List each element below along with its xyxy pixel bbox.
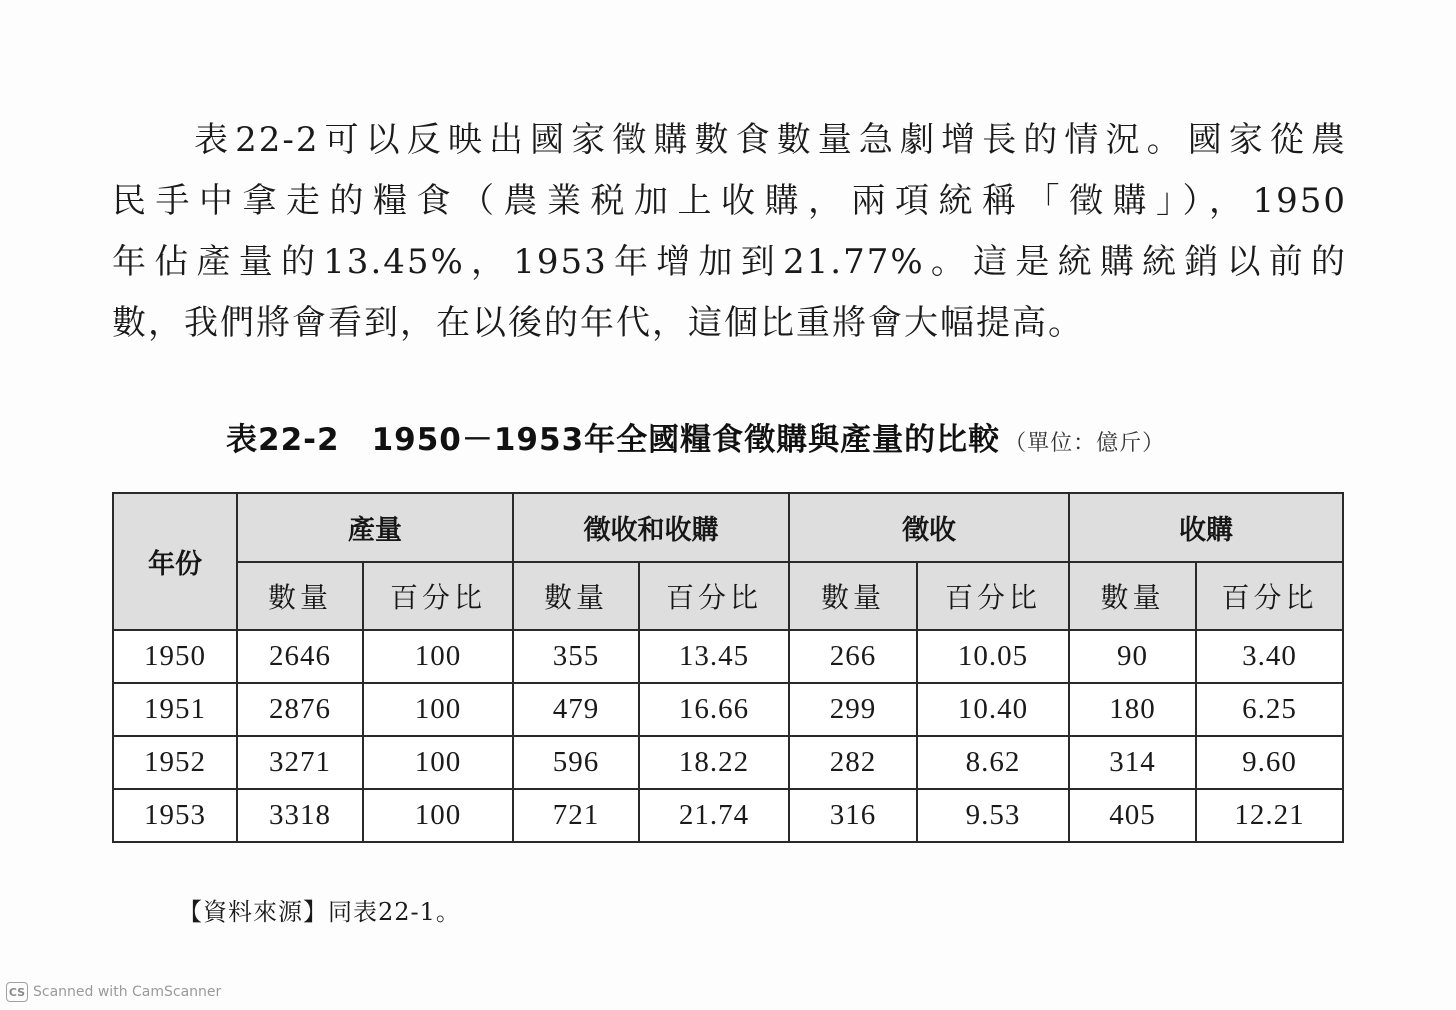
header-group-levy: 徵收 — [789, 493, 1069, 562]
cell-levy-percent: 10.05 — [917, 630, 1069, 683]
cell-levy-quantity: 316 — [789, 789, 917, 842]
cell-levy-purchase-percent: 13.45 — [639, 630, 789, 683]
cell-levy-quantity: 266 — [789, 630, 917, 683]
table-row — [113, 630, 1343, 683]
cell-levy-purchase-quantity: 355 — [513, 630, 639, 683]
scanner-watermark-text: Scanned with CamScanner — [33, 984, 222, 1000]
cell-levy-purchase-quantity: 721 — [513, 789, 639, 842]
header-group-purchase: 收購 — [1069, 493, 1343, 562]
cell-levy-percent: 8.62 — [917, 736, 1069, 789]
header-group-levy-and-purchase: 徵收和收購 — [513, 493, 789, 562]
paragraph-line-4: 數，我們將會看到，在以後的年代，這個比重將會大幅提高。 — [112, 303, 1084, 343]
cell-levy-quantity: 282 — [789, 736, 917, 789]
header-sub-percent: 百分比 — [1196, 562, 1343, 630]
header-row-groups — [113, 493, 1343, 562]
header-sub-percent: 百分比 — [363, 562, 513, 630]
camscanner-logo-icon: CS — [6, 982, 28, 1002]
cell-year: 1953 — [113, 789, 237, 842]
cell-output-percent: 100 — [363, 683, 513, 736]
header-group-output: 產量 — [237, 493, 513, 562]
scanner-watermark — [6, 980, 221, 1004]
cell-purchase-quantity: 90 — [1069, 630, 1196, 683]
cell-purchase-quantity: 405 — [1069, 789, 1196, 842]
cell-output-percent: 100 — [363, 789, 513, 842]
header-sub-percent: 百分比 — [639, 562, 789, 630]
header-sub-quantity: 數量 — [513, 562, 639, 630]
table-row — [113, 683, 1343, 736]
table-unit: （單位：億斤） — [1004, 431, 1166, 456]
body-paragraph — [112, 112, 1347, 356]
cell-purchase-percent: 12.21 — [1196, 789, 1343, 842]
header-sub-percent: 百分比 — [917, 562, 1069, 630]
cell-levy-percent: 10.40 — [917, 683, 1069, 736]
cell-levy-purchase-percent: 21.74 — [639, 789, 789, 842]
cell-levy-purchase-percent: 18.22 — [639, 736, 789, 789]
cell-levy-purchase-percent: 16.66 — [639, 683, 789, 736]
table-row — [113, 736, 1343, 789]
paragraph-line-3: 年佔產量的13.45%，1953年增加到21.77%。這是統購統銷以前的 — [112, 242, 1347, 282]
table-row — [113, 789, 1343, 842]
cell-purchase-percent: 9.60 — [1196, 736, 1343, 789]
cell-levy-purchase-quantity: 479 — [513, 683, 639, 736]
paragraph-line-1: 表22-2可以反映出國家徵購數食數量急劇增長的情況。國家從農 — [194, 120, 1347, 160]
cell-purchase-quantity: 314 — [1069, 736, 1196, 789]
cell-purchase-quantity: 180 — [1069, 683, 1196, 736]
cell-output-percent: 100 — [363, 630, 513, 683]
header-row-sub — [113, 562, 1343, 630]
header-sub-quantity: 數量 — [1069, 562, 1196, 630]
cell-output-percent: 100 — [363, 736, 513, 789]
cell-output-quantity: 3271 — [237, 736, 363, 789]
cell-output-quantity: 3318 — [237, 789, 363, 842]
cell-levy-purchase-quantity: 596 — [513, 736, 639, 789]
header-sub-quantity: 數量 — [237, 562, 363, 630]
cell-output-quantity: 2876 — [237, 683, 363, 736]
cell-levy-percent: 9.53 — [917, 789, 1069, 842]
table-caption — [226, 414, 1165, 459]
paragraph-line-2: 民手中拿走的糧食（農業税加上收購，兩項統稱「徵購」），1950 — [112, 181, 1347, 221]
cell-output-quantity: 2646 — [237, 630, 363, 683]
header-sub-quantity: 數量 — [789, 562, 917, 630]
cell-year: 1951 — [113, 683, 237, 736]
source-note: 【資料來源】同表22-1。 — [178, 898, 461, 926]
table-title: 表22-2 1950－1953年全國糧食徵購與產量的比較 — [226, 422, 1001, 458]
cell-purchase-percent: 6.25 — [1196, 683, 1343, 736]
cell-levy-quantity: 299 — [789, 683, 917, 736]
cell-year: 1950 — [113, 630, 237, 683]
cell-year: 1952 — [113, 736, 237, 789]
grain-procurement-table — [112, 492, 1344, 843]
cell-purchase-percent: 3.40 — [1196, 630, 1343, 683]
header-year: 年份 — [113, 493, 237, 630]
